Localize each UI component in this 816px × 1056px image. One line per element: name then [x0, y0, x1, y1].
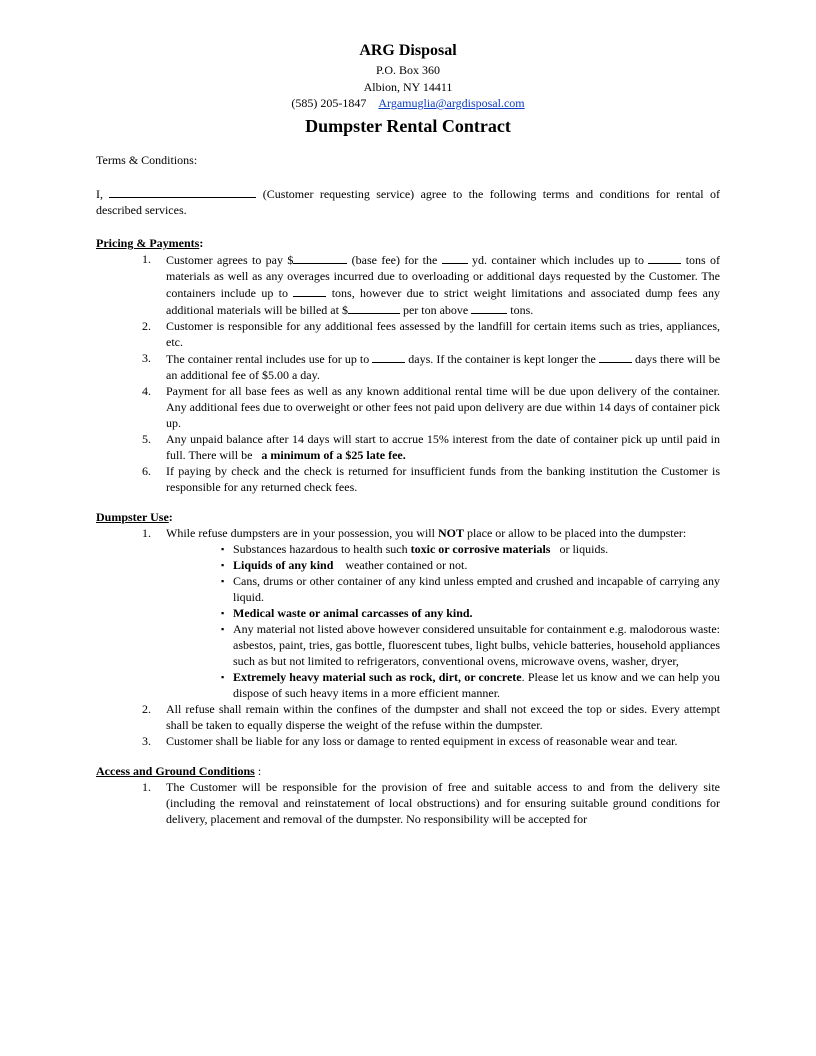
email-link[interactable]: Argamuglia@argdisposal.com: [378, 96, 525, 110]
address-line-1: P.O. Box 360: [375, 63, 440, 77]
phone-number: (585) 205-1847: [291, 96, 367, 110]
contract-body: [96, 152, 720, 827]
base-fee-blank[interactable]: [293, 251, 347, 264]
tons-above-blank[interactable]: [471, 301, 507, 314]
list-item: 3. The container rental includes use for up to days. If the container is kept longer the days there will be an additional fee of $5.00 a day.: [142, 351, 721, 382]
agreement-statement: I, (Customer requesting service) agree to the following terms and conditions for rental of described services.: [96, 187, 720, 217]
bullet-icon: ▪: [221, 544, 225, 554]
list-item: 6. If paying by check and the check is returned for insufficient funds from the banking institution the Customer is responsible for any returned check fees.: [142, 464, 720, 494]
list-item: 1. While refuse dumpsters are in your possession, you will NOT place or allow to be placed into the dumpster:: [142, 526, 687, 540]
bullet-icon: ▪: [221, 560, 225, 570]
section-heading-pricing: Pricing & Payments:: [96, 236, 204, 250]
bullet-icon: ▪: [221, 672, 225, 682]
access-list: [96, 779, 720, 827]
contact-line: [0, 96, 816, 111]
rental-days-blank[interactable]: [372, 350, 405, 363]
tons-included-blank[interactable]: [648, 251, 681, 264]
list-item: ▪ Extremely heavy material such as rock, dirt, or concrete. Please let us know and we can help you dispose of such heavy items in a more efficient manner.: [221, 670, 720, 700]
list-item: ▪ Cans, drums or other container of any kind unless empted and crushed and incapable of carrying any liquid.: [221, 574, 720, 604]
terms-label: Terms & Conditions:: [96, 153, 198, 167]
list-item: 2. All refuse shall remain within the confines of the dumpster and shall not exceed the top or sides. Every attempt shall be taken to equally disperse the weight of the refuse within the dumpster.: [142, 702, 720, 732]
list-item: ▪ Any material not listed above however considered unsuitable for containment e.g. malodorous waste: asbestos, paint, tries, gas bottle, fluorescent tubes, light bulbs, vehicle batteries, household appliances such as but not limited to refrigerators, conventional ovens, microwave ovens, washer, dryer,: [221, 622, 720, 668]
bullet-icon: ▪: [221, 576, 225, 586]
customer-name-blank[interactable]: [109, 185, 256, 198]
list-item: 1. The Customer will be responsible for the provision of free and suitable access to and from the delivery site (including the removal and reinstatement of local obstructions) and for ensuring suitable ground conditions for delivery, placement and removal of the dumpster. No responsibility will be accepted for: [142, 780, 720, 826]
list-item: ▪ Liquids of any kind weather contained or not.: [221, 558, 468, 572]
container-size-blank[interactable]: [442, 251, 468, 264]
prohibited-items-list: [96, 541, 720, 701]
list-item: ▪ Substances hazardous to health such toxic or corrosive materials or liquids.: [221, 542, 609, 556]
bullet-icon: ▪: [221, 608, 225, 618]
section-heading-access: Access and Ground Conditions :: [96, 764, 262, 778]
list-item: 4. Payment for all base fees as well as any known additional rental time will be due upon delivery of the container. Any additional fees due to overweight or other fees not paid upon delivery are due within 14 days of container pick up.: [142, 384, 720, 430]
tons-limit-blank[interactable]: [293, 284, 326, 297]
address-line-2: Albion, NY 14411: [363, 80, 453, 94]
company-name: ARG Disposal: [359, 42, 457, 59]
list-item: 3. Customer shall be liable for any loss or damage to rented equipment in excess of reasonable wear and tear.: [142, 734, 678, 748]
list-item: 1. Customer agrees to pay $ (base fee) for the yd. container which includes up to tons of materials as well as any overages incurred due to overloading or additional days requested by the Customer. The containers include up to tons, however due to strict weight limitations and associated dump fees any additional materials will be billed at $ per ton above tons.: [142, 252, 721, 317]
per-ton-rate-blank[interactable]: [348, 301, 400, 314]
document-title: Dumpster Rental Contract: [305, 116, 511, 136]
section-heading-dumpster-use: Dumpster Use:: [96, 510, 173, 524]
list-item: ▪ Medical waste or animal carcasses of any kind.: [221, 606, 473, 620]
list-item: 2. Customer is responsible for any additional fees assessed by the landfill for certain items such as tries, appliances, etc.: [142, 319, 720, 349]
pricing-list: [96, 251, 720, 495]
bullet-icon: ▪: [221, 624, 225, 634]
dumpster-use-list-continued: [96, 701, 720, 749]
list-item: 5. Any unpaid balance after 14 days will start to accrue 15% interest from the date of container pick up until paid in full. There will be a minimum of a $25 late fee.: [142, 432, 720, 462]
dumpster-use-list: [96, 525, 720, 541]
extra-days-blank[interactable]: [599, 350, 632, 363]
